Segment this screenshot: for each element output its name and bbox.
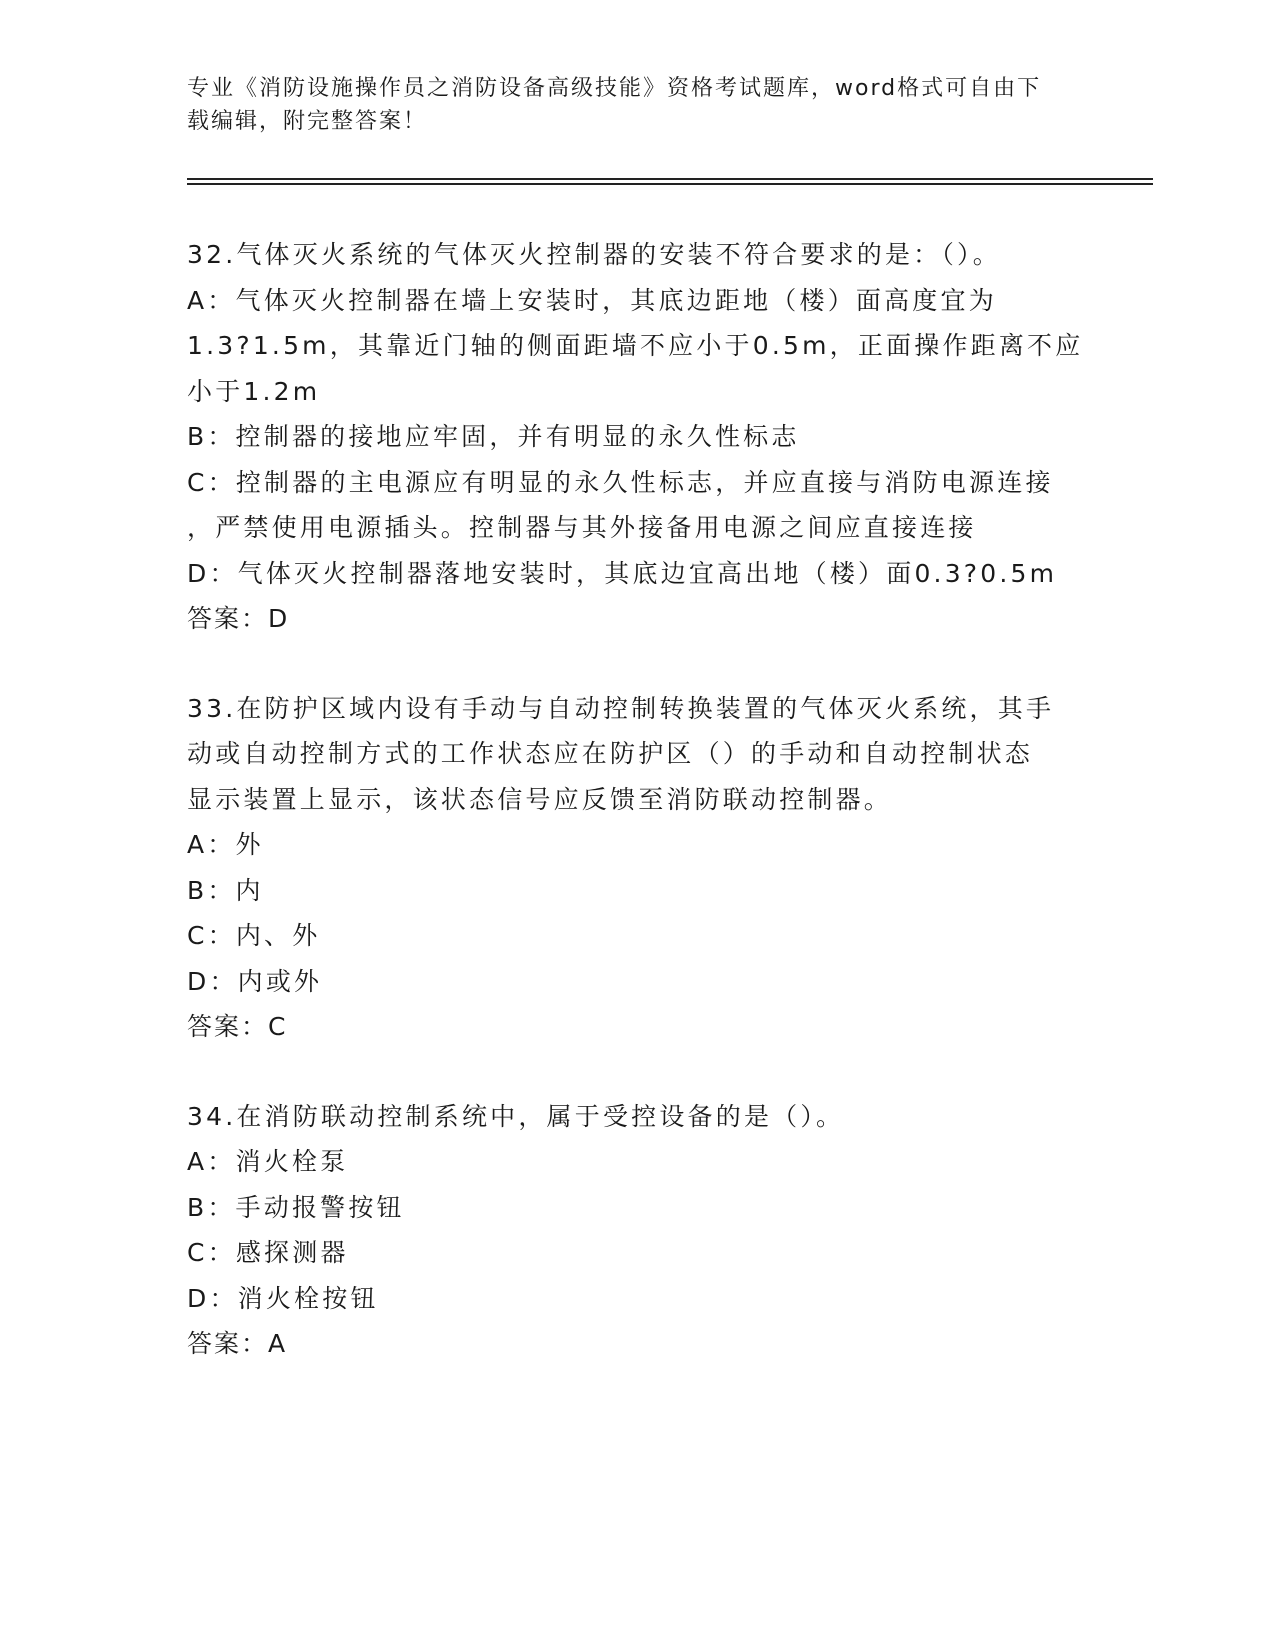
- option-a-cont: 小于1.2m: [187, 376, 321, 406]
- header-line: 专业《消防设施操作员之消防设备高级技能》资格考试题库，word格式可自由下: [187, 76, 1042, 101]
- option-d: D：气体灭火控制器落地安装时，其底边宜高出地（楼）面0.3?0.5m: [187, 558, 1058, 588]
- option-c-cont: ，严禁使用电源插头。控制器与其外接备用电源之间应直接连接: [187, 513, 977, 542]
- option-b: B：手动报警按钮: [187, 1192, 405, 1222]
- question-34: [187, 1094, 1087, 1367]
- question-stem: 32.气体灭火系统的气体灭火控制器的安装不符合要求的是：（）。: [187, 240, 1001, 269]
- document-header: [187, 72, 1067, 138]
- option-a-cont: 1.3?1.5m，其靠近门轴的侧面距墙不应小于0.5m，正面操作距离不应: [187, 331, 1084, 360]
- option-d: D：消火栓按钮: [187, 1283, 379, 1313]
- answer: 答案：C: [187, 1012, 288, 1041]
- option-a: A：消火栓泵: [187, 1147, 349, 1176]
- option-b: B：内: [187, 875, 264, 905]
- question-33: [187, 686, 1087, 1050]
- header-line: 载编辑，附完整答案！: [187, 109, 428, 134]
- question-list: [187, 232, 1087, 1367]
- question-32: [187, 232, 1087, 642]
- option-a: A：外: [187, 830, 264, 859]
- question-stem: 34.在消防联动控制系统中，属于受控设备的是（）。: [187, 1101, 845, 1131]
- option-c: C：感探测器: [187, 1238, 349, 1267]
- option-a: A：气体灭火控制器在墙上安装时，其底边距地（楼）面高度宜为: [187, 285, 997, 315]
- question-stem: 33.在防护区域内设有手动与自动控制转换装置的气体灭火系统，其手: [187, 693, 1055, 723]
- option-c: C：内、外: [187, 921, 321, 950]
- answer: 答案：A: [187, 1329, 288, 1358]
- answer: 答案：D: [187, 604, 290, 633]
- option-b: B：控制器的接地应牢固，并有明显的永久性标志: [187, 422, 800, 451]
- question-stem-cont: 显示装置上显示，该状态信号应反馈至消防联动控制器。: [187, 784, 893, 814]
- option-c: C：控制器的主电源应有明显的永久性标志，并应直接与消防电源连接: [187, 467, 1054, 497]
- header-divider-bottom: [187, 183, 1153, 185]
- header-divider-top: [187, 178, 1153, 180]
- option-d: D：内或外: [187, 966, 323, 996]
- question-stem-cont: 动或自动控制方式的工作状态应在防护区（）的手动和自动控制状态: [187, 739, 1034, 768]
